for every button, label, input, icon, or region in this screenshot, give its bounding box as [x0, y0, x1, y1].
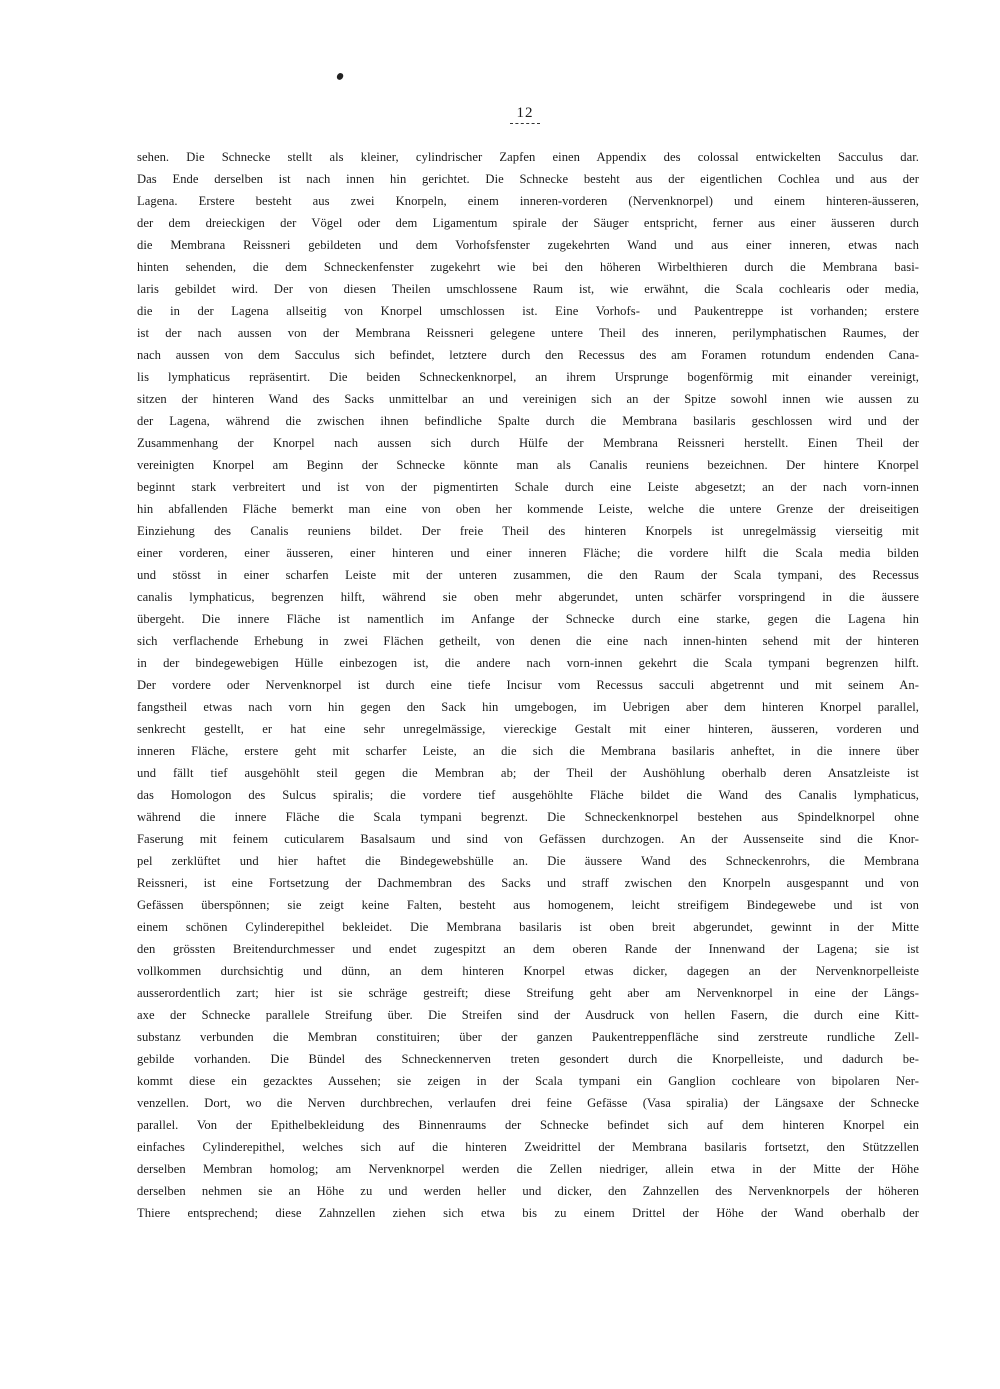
page-number: 12	[516, 105, 534, 121]
text-line: canalis lymphaticus, begrenzen hilft, während sie oben mehr abgerundet, unten schärfer vorspringend in die äussere	[137, 590, 919, 604]
text-line: sehen. Die Schnecke stellt als kleiner, cylindrischer Zapfen einen Appendix des colossal entwickelten Sacculus dar.	[137, 150, 919, 164]
text-line: der dem dreieckigen der Vögel oder dem Ligamentum spirale der Säuger entspricht, ferner aus einer äusseren durch	[137, 216, 919, 230]
text-line: sitzen der hinteren Wand des Sacks unmittelbar an und vereinigen sich an der Spitze sowohl innen wie aussen zu	[137, 392, 919, 406]
text-line: beginnt stark verbreitert und ist von der pigmentirten Schale durch eine Leiste abgesetzt; an der nach vorn-innen	[137, 480, 919, 494]
text-line: lis lymphaticus repräsentirt. Die beiden Schneckenknorpel, an ihrem Ursprunge bogenförmig mit einander vereinigt,	[137, 370, 919, 384]
text-line: laris gebildet wird. Der von diesen Theilen umschlossene Raum ist, wie erwähnt, die Scala cochlearis oder media,	[137, 282, 919, 296]
text-line: Einziehung des Canalis reuniens bildet. Der freie Theil des hinteren Knorpels ist unregelmässig vierseitig mit	[137, 524, 919, 538]
text-line: parallel. Von der Epithelbekleidung des Binnenraums der Schnecke befindet sich auf dem hinteren Knorpel ein	[137, 1118, 919, 1132]
text-line: derselben nehmen sie an Höhe zu und werden heller und dicker, den Zahnzellen des Nervenknorpels der höheren	[137, 1184, 919, 1198]
header-rule	[510, 123, 540, 124]
text-line: kommt diese ein gezacktes Aussehen; sie zeigen in der Scala tympani ein Ganglion cochleare von bipolaren Ner-	[137, 1074, 919, 1088]
text-line: hinten sehenden, die dem Schneckenfenster zugekehrt wie bei den höheren Wirbelthieren durch die Membrana basi-	[137, 260, 919, 274]
text-line: pel zerklüftet und hier haftet die Bindegewebshülle an. Die äussere Wand des Schneckenrohrs, die Membrana	[137, 854, 919, 868]
ink-speck	[336, 72, 344, 81]
text-line: nach aussen von dem Sacculus sich befindet, letztere durch den Recessus des am Foramen rotundum endenden Cana-	[137, 348, 919, 362]
text-line: Das Ende derselben ist nach innen hin gerichtet. Die Schnecke besteht aus der eigentlichen Cochlea und aus der	[137, 172, 919, 186]
text-line: Zusammenhang der Knorpel nach aussen sich durch Hülfe der Membrana Reissneri herstellt. Einen Theil der	[137, 436, 919, 450]
text-line: während die innere Fläche die Scala tympani begrenzt. Die Schneckenknorpel bestehen aus Spindelknorpel ohne	[137, 810, 919, 824]
text-line: vollkommen durchsichtig und dünn, an dem hinteren Knorpel etwas dicker, dagegen an der Nervenknorpelleiste	[137, 964, 919, 978]
text-line: axe der Schnecke parallele Streifung über. Die Streifen sind der Ausdruck von hellen Fasern, die durch eine Kitt-	[137, 1008, 919, 1022]
text-line: gebilde vorhanden. Die Bündel des Schneckennerven treten gesondert durch die Knorpelleiste, und dadurch be-	[137, 1052, 919, 1066]
text-line: den grössten Breitendurchmesser und endet zugespitzt an dem oberen Rande der Innenwand der Lagena; sie ist	[137, 942, 919, 956]
text-line: der Lagena, während die zwischen ihnen befindliche Spalte durch die Membrana basilaris geschlossen wird und der	[137, 414, 919, 428]
text-line: Thiere entsprechend; diese Zahnzellen ziehen sich etwa bis zu einem Drittel der Höhe der Wand oberhalb der	[137, 1206, 919, 1220]
text-line: venzellen. Dort, wo die Nerven durchbrechen, verlaufen drei feine Gefässe (Vasa spiralia) der Längsaxe der Schnecke	[137, 1096, 919, 1110]
text-line: einer vorderen, einer äusseren, einer hinteren und einer inneren Fläche; die vordere hilft die Scala media bilden	[137, 546, 919, 560]
text-line: in der bindegewebigen Hülle einbezogen ist, die andere nach vorn-innen gekehrt die Scala tympani begrenzen hilft.	[137, 656, 919, 670]
text-line: das Homologon des Sulcus spiralis; die vordere tief ausgehöhlte Fläche bildet die Wand des Canalis lymphaticus,	[137, 788, 919, 802]
text-line: Reissneri, ist eine Fortsetzung der Dachmembran des Sacks und straff zwischen den Knorpeln ausgespannt und von	[137, 876, 919, 890]
text-line: hin abfallenden Fläche bemerkt man eine von oben her kommende Leiste, welche die untere Grenze der dreiseitigen	[137, 502, 919, 516]
text-line: übergeht. Die innere Fläche ist namentlich im Anfange der Schnecke durch eine starke, gegen die Lagena hin	[137, 612, 919, 626]
text-line: vereinigten Knorpel am Beginn der Schnecke könnte man als Canalis reuniens bezeichnen. Der hintere Knorpel	[137, 458, 919, 472]
text-line: Gefässen überspönnen; sie zeigt keine Falten, besteht aus homogenem, leicht streifigem Bindegewebe und ist von	[137, 898, 919, 912]
text-line: und fällt tief ausgehöhlt steil gegen die Membran ab; der Theil der Aushöhlung oberhalb deren Ansatzleiste ist	[137, 766, 919, 780]
text-line: einem schönen Cylinderepithel bekleidet. Die Membrana basilaris ist oben breit abgerundet, gewinnt in der Mitte	[137, 920, 919, 934]
text-line: einfaches Cylinderepithel, welches sich auf die hinteren Zweidrittel der Membrana basilaris fortsetzt, den Stützzellen	[137, 1140, 919, 1154]
text-line: Lagena. Erstere besteht aus zwei Knorpeln, einem inneren-vorderen (Nervenknorpel) und einem hinteren-äusseren,	[137, 194, 919, 208]
text-line: sich verflachende Erhebung in zwei Flächen getheilt, von denen die eine nach innen-hinten sehend mit der hinteren	[137, 634, 919, 648]
text-line: fangstheil etwas nach vorn hin gegen den Sack hin umgebogen, im Uebrigen aber dem hinteren Knorpel parallel,	[137, 700, 919, 714]
text-line: derselben Membran homolog; am Nervenknorpel werden die Zellen niedriger, allein etwa in der Mitte der Höhe	[137, 1162, 919, 1176]
text-line: Faserung mit feinem cuticularem Basalsaum und sind von Gefässen durchzogen. An der Aussenseite sind die Knor-	[137, 832, 919, 846]
text-line: senkrecht gestellt, er hat eine sehr unregelmässige, viereckige Gestalt mit einer hinteren, äusseren, vorderen und	[137, 722, 919, 736]
text-line: Der vordere oder Nervenknorpel ist durch eine tiefe Incisur vom Recessus sacculi abgetrennt und mit seinem An-	[137, 678, 919, 692]
text-line: ist der nach aussen von der Membrana Reissneri gelegene untere Theil des inneren, perilymphatischen Raumes, der	[137, 326, 919, 340]
text-line: die Membrana Reissneri gebildeten und dem Vorhofsfenster zugekehrten Wand und aus einer inneren, etwas nach	[137, 238, 919, 252]
body-text	[137, 146, 919, 1224]
page-header	[480, 104, 570, 124]
text-line: und stösst in einer scharfen Leiste mit der unteren zusammen, die den Raum der Scala tympani, des Recessus	[137, 568, 919, 582]
text-line: inneren Fläche, erstere geht mit scharfer Leiste, an die sich die Membrana basilaris anheftet, in die innere über	[137, 744, 919, 758]
text-line: substanz verbunden die Membran constituiren; über der ganzen Paukentreppenfläche sind zerstreute rundliche Zell-	[137, 1030, 919, 1044]
text-line: ausserordentlich zart; hier ist sie schräge gestreift; diese Streifung geht aber am Nervenknorpel in eine der Längs-	[137, 986, 919, 1000]
text-line: die in der Lagena allseitig von Knorpel umschlossen ist. Eine Vorhofs- und Paukentreppe ist vorhanden; erstere	[137, 304, 919, 318]
